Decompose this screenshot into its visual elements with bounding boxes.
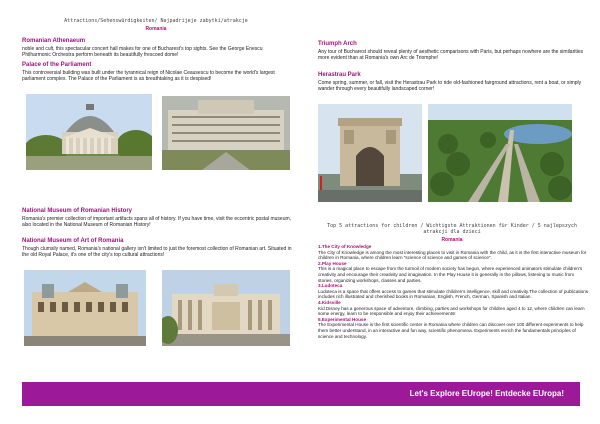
list-item-title: 5.Experimental House: [318, 316, 366, 322]
athenaeum-title: Romanian Athenaeum: [22, 38, 86, 44]
herastrau-park-photo: [428, 104, 572, 202]
list-item-text: Ludoteca is a space that offers access to games that stimulate children's intelligence, skill and creativity.The collection of publications includes rich illustrated and cherished books in Romanian, English, French, German, Spanish and Italian.: [318, 288, 589, 300]
history-museum-photo: [24, 270, 146, 346]
list-item-text: This is a magical place to escape from the turmoil of modern society has begun, where experienced animators stimulate children's creativity and encourage their creativity and imagination. In the Play House it is generally in the pillows, listening to music from stories, organizing workshops, classes and parties.: [318, 266, 583, 283]
attractions-header: Attractions/Sehenswürdigkeiten/ Najpadrijeje zabytki/atrakcje: [64, 18, 248, 24]
list-item: [318, 317, 590, 339]
athenaeum-text: noble and cult, this spectacular concert hall makes for one of Bucharest's top sights. See the George Enescu Philharmonic Orchestra perform beneath its beautifully frescoed dome!: [22, 46, 263, 58]
art-museum-text: Though clumsily named, Romania's national gallery isn't limited to just the foremost collection of Romanian art. Situated in the old Royal Palace, it's one of the city's top cultural attractions!: [22, 246, 292, 258]
list-item-text: The Experimental House is the first scientific center in Romania where children can discover over 100 different experiments to help them better understand, in an interactive and fun way, scientific phenomena. Experiments enrich the fundamentals principles of science and technology.: [318, 322, 584, 339]
footer-banner: [22, 382, 580, 406]
triumph-arch-title: Triumph Arch: [318, 41, 357, 47]
right-page: [300, 0, 600, 424]
footer-slogan: Let's Explore EUrope! Entdecke EUropa!: [409, 389, 564, 398]
list-item-text: Kid Disney has a generous space of adventure, climbing, parties and workshops for children aged 4 to 12, where children can learn some energy, learn to be responsible and enjoy their achievements!: [318, 305, 585, 317]
parliament-title: Palace of the Parliament: [22, 62, 92, 68]
triumph-arch-photo: [318, 104, 422, 202]
list-item: [318, 300, 590, 317]
parliament-photo: [162, 96, 290, 170]
country-label-right: Romania: [441, 237, 463, 243]
history-museum-title: National Museum of Romanian History: [22, 208, 133, 214]
children-attractions-header: Top 5 attractions for children / Wichtigste Attraktionen für Kinder / 5 najlepszych atrakcji dla dzieci: [327, 223, 577, 235]
art-museum-title: National Museum of Art of Romania: [22, 238, 124, 244]
list-item-title: 2.Play House: [318, 260, 347, 266]
athenaeum-photo: [26, 94, 152, 170]
parliament-text: This controversial building was built under the tyrannical reign of Nicolae Ceausescu to become the world's largest parliament complex. The Palace of the Parliament is as breathtaking as it is despised!: [22, 70, 275, 82]
herastrau-park-text: Come spring, summer, or fall, visit the Herastrau Park to ride old-fashioned fairground attractions, rent a boat, or simply wander through every beautifully landscaped corner!: [318, 80, 582, 92]
list-item: [318, 283, 590, 300]
children-list: [318, 244, 590, 339]
country-label: Romania: [145, 26, 167, 32]
list-item-title: 1.The City of Knowledge: [318, 244, 372, 249]
list-item: [318, 261, 590, 283]
herastrau-park-title: Herastrau Park: [318, 72, 361, 78]
list-item-title: 3.Ludoteca: [318, 283, 343, 289]
list-item-title: 4.Kidsville: [318, 299, 341, 305]
triumph-arch-text: Any tour of Bucharest should reveal plenty of aesthetic comparisons with Paris, but perhaps nowhere are the similarities more evident than at Romania's own Arc de Triomphe!: [318, 49, 584, 61]
history-museum-text: Romania's premier collection of important artifacts spans all of history. If you have time, visit the eccentric postal museum, also located in the National Museum of Romanian History!: [22, 216, 292, 228]
list-item: [318, 244, 590, 261]
art-museum-photo: [162, 270, 290, 346]
list-item-text: The City of Knowledge is among the most interesting places to visit in Romania with the child, as it is the first interactive museum for children in Romania, where children learn "science of science and games of science".: [318, 249, 587, 261]
